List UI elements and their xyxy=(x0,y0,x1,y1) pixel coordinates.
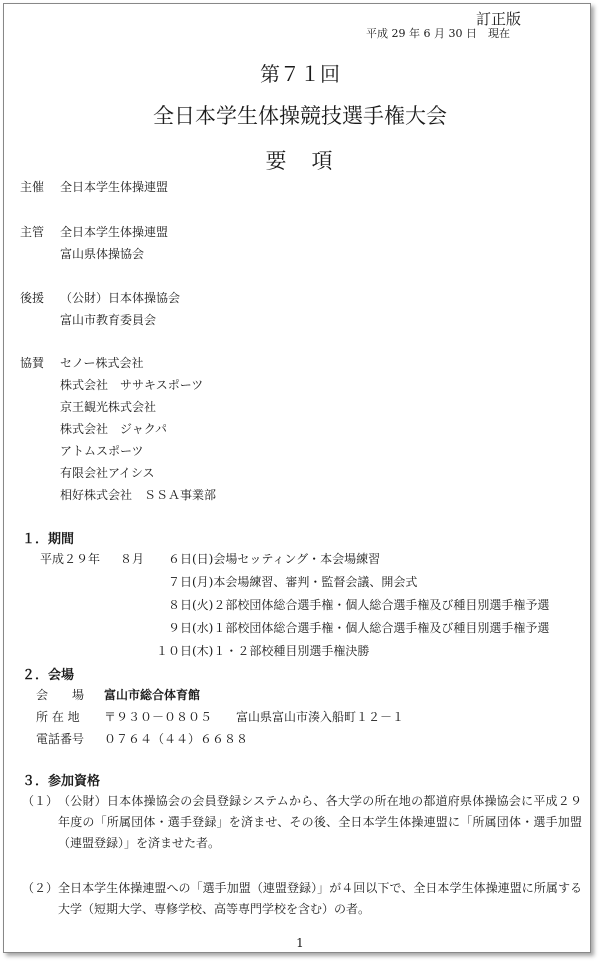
title-outline: 要 項 xyxy=(265,149,335,173)
title-edition: 第７１回 xyxy=(260,62,340,86)
sponsor-name: 相好株式会社 ＳＳＡ事業部 xyxy=(60,488,217,502)
venue-heading: ２．会場 xyxy=(22,668,75,683)
sponsor-name: 株式会社 ジャクパ xyxy=(60,422,168,436)
sponsor-name: 株式会社 ササキスポーツ xyxy=(60,378,204,392)
eligibility-item-text: 全日本学生体操連盟への「選手加盟（連盟登録）」が４回以下で、全日本学生体操連盟に所属する大学（短期大学、専修学校、高等専門学校を含む）の者。 xyxy=(58,881,582,916)
period-heading: １．期間 xyxy=(22,532,75,547)
title-event: 全日本学生体操競技選手権大会 xyxy=(153,104,447,128)
period-day: ８日(火)２部校団体総合選手権・個人総合選手権及び種目別選手権予選 xyxy=(168,598,550,612)
sponsor-name: セノー株式会社 xyxy=(60,356,144,370)
venue-phone: ０７６４（４４）６６８８ xyxy=(104,732,249,746)
eligibility-item-text: （公財）日本体操協会の会員登録システムから、各大学の所在地の都道府県体操協会に平成２９年度の「所属団体・選手登録」を済ませ、その後、全日本学生体操連盟に「所属団体・選手加盟（連盟登録）」を済ませた者。 xyxy=(58,794,582,850)
venue-name-label: 会 場 xyxy=(36,688,85,702)
period-day: １０日(木)１・２部校種目別選手権決勝 xyxy=(156,644,370,658)
period-day: ６日(日)会場セッティング・本会場練習 xyxy=(168,552,381,566)
venue-phone-label: 電話番号 xyxy=(36,732,85,746)
support-label: 後援 xyxy=(20,291,45,305)
venue-address-label: 所 在 地 xyxy=(36,710,80,724)
period-year: 平成２９年 xyxy=(40,552,101,566)
venue-address: 〒９３０－０８０５ 富山県富山市湊入船町１２－１ xyxy=(104,710,405,724)
eligibility-heading: ３．参加資格 xyxy=(22,774,101,789)
eligibility-item-number: （２） xyxy=(22,881,59,895)
as-of-date: 平成 29 年 6 月 30 日 現在 xyxy=(366,27,510,40)
support-name: 富山市教育委員会 xyxy=(60,313,157,327)
period-day: ９日(水)１部校団体総合選手権・個人総合選手権及び種目別選手権予選 xyxy=(168,621,550,635)
support-name: （公財）日本体操協会 xyxy=(60,291,181,305)
manager-name: 富山県体操協会 xyxy=(60,247,145,261)
sponsor-name: 有限会社アイシス xyxy=(60,466,155,480)
venue-name: 富山市総合体育館 xyxy=(104,688,201,702)
period-month: ８月 xyxy=(120,552,145,566)
revision-label: 訂正版 xyxy=(476,10,522,28)
eligibility-item xyxy=(22,791,582,854)
manager-name: 全日本学生体操連盟 xyxy=(60,225,169,239)
page-number: 1 xyxy=(296,936,304,950)
host-name: 全日本学生体操連盟 xyxy=(60,180,169,194)
sponsor-label: 協賛 xyxy=(20,356,45,370)
period-day: ７日(月)本会場練習、審判・監督会議、開会式 xyxy=(168,575,418,589)
eligibility-item xyxy=(22,878,582,920)
host-label: 主催 xyxy=(20,180,45,194)
sponsor-name: 京王観光株式会社 xyxy=(60,400,157,414)
sponsor-name: アトムスポーツ xyxy=(60,444,144,458)
manager-label: 主管 xyxy=(20,225,45,239)
eligibility-item-number: （１） xyxy=(22,794,59,808)
